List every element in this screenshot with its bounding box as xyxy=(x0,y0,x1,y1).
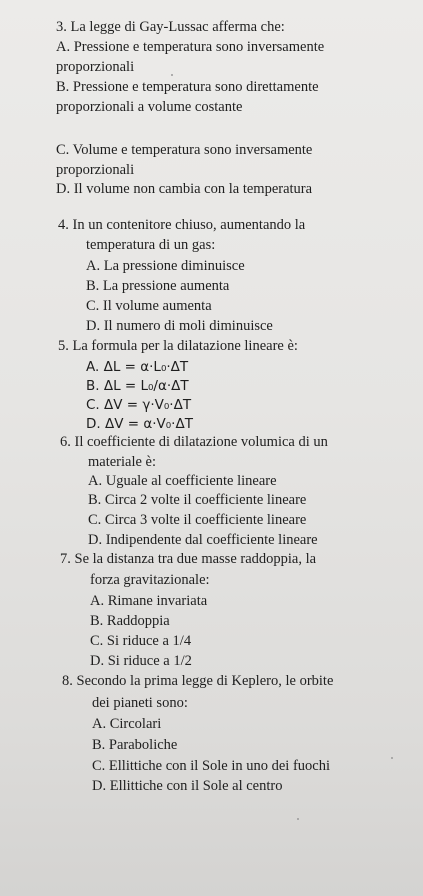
q6-option-c: C. Circa 3 volte il coefficiente lineare xyxy=(88,512,307,528)
q6-option-b: B. Circa 2 volte il coefficiente lineare xyxy=(88,492,307,508)
paper-speck xyxy=(171,74,173,76)
q8-option-b: B. Paraboliche xyxy=(92,737,178,753)
paper-speck xyxy=(391,757,393,759)
q6-stem-line1: 6. Il coefficiente di dilatazione volumica di un xyxy=(60,434,328,450)
q5-option-d: D. ΔV = α·V₀·ΔT xyxy=(86,416,193,432)
q8-option-c: C. Ellittiche con il Sole in uno dei fuochi xyxy=(92,758,331,774)
q3-option-c-line1: C. Volume e temperatura sono inversamente xyxy=(56,142,313,158)
q5-option-a: A. ΔL = α·L₀·ΔT xyxy=(86,359,189,375)
q6-stem-line2: materiale è: xyxy=(88,454,157,470)
q4-option-b: B. La pressione aumenta xyxy=(86,278,230,294)
q7-option-a: A. Rimane invariata xyxy=(90,593,208,609)
q3-stem: 3. La legge di Gay-Lussac afferma che: xyxy=(56,19,285,35)
q7-option-b: B. Raddoppia xyxy=(90,613,170,629)
q7-option-c: C. Si riduce a 1/4 xyxy=(90,633,192,649)
q4-option-d: D. Il numero di moli diminuisce xyxy=(86,318,273,334)
q6-option-a: A. Uguale al coefficiente lineare xyxy=(88,473,277,489)
q3-option-b-line2: proporzionali a volume costante xyxy=(56,99,243,115)
q6-option-d: D. Indipendente dal coefficiente lineare xyxy=(88,532,318,548)
q7-stem-line1: 7. Se la distanza tra due masse raddoppia, la xyxy=(60,551,317,567)
paper-speck xyxy=(297,818,299,820)
q3-option-d: D. Il volume non cambia con la temperatura xyxy=(56,181,313,197)
q3-option-a-line1: A. Pressione e temperatura sono inversamente xyxy=(56,39,325,55)
q3-option-c-line2: proporzionali xyxy=(56,162,135,178)
q3-option-a-line2: proporzionali xyxy=(56,59,135,75)
q4-option-a: A. La pressione diminuisce xyxy=(86,258,245,274)
q5-option-c: C. ΔV = γ·V₀·ΔT xyxy=(86,397,192,413)
q5-option-b: B. ΔL = L₀/α·ΔT xyxy=(86,378,189,394)
q7-option-d: D. Si riduce a 1/2 xyxy=(90,653,192,669)
q4-stem-line2: temperatura di un gas: xyxy=(86,237,216,253)
q8-option-a: A. Circolari xyxy=(92,716,162,732)
q3-option-b-line1: B. Pressione e temperatura sono direttamente xyxy=(56,79,319,95)
q4-stem-line1: 4. In un contenitore chiuso, aumentando la xyxy=(58,217,306,233)
q4-option-c: C. Il volume aumenta xyxy=(86,298,212,314)
q5-stem: 5. La formula per la dilatazione lineare è: xyxy=(58,338,298,354)
q7-stem-line2: forza gravitazionale: xyxy=(90,572,210,588)
q8-stem-line1: 8. Secondo la prima legge di Keplero, le orbite xyxy=(62,673,334,689)
q8-option-d: D. Ellittiche con il Sole al centro xyxy=(92,778,283,794)
q8-stem-line2: dei pianeti sono: xyxy=(92,695,188,711)
